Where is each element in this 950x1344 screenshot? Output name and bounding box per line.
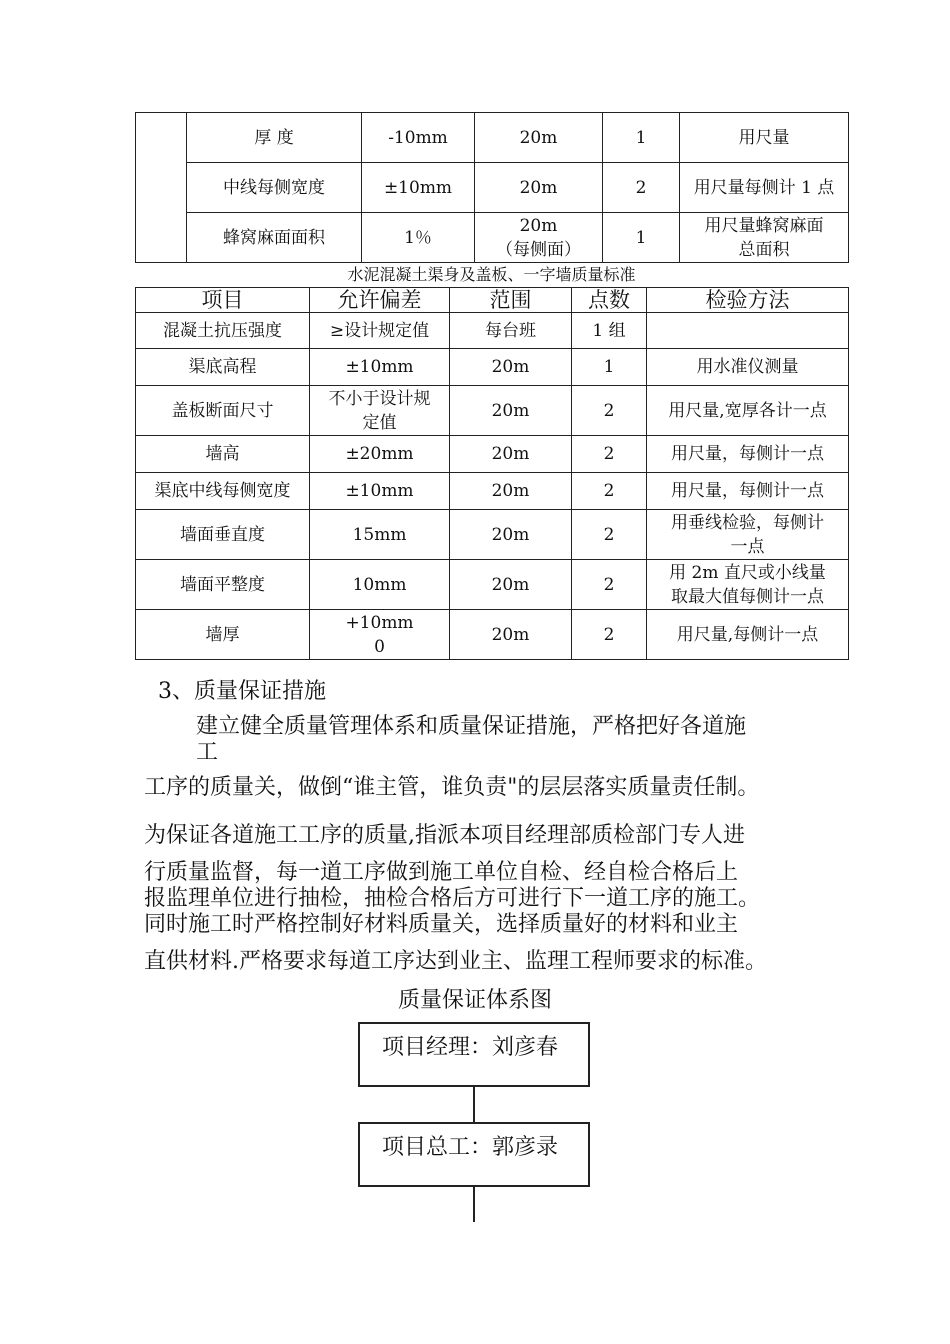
- chief-engineer-box: [358, 1122, 590, 1187]
- table-cell: 墙面垂直度: [136, 510, 310, 560]
- table-cell: 每台班: [450, 313, 572, 349]
- thickness-table: [135, 112, 849, 263]
- table-cell: 10mm: [310, 560, 450, 610]
- connector-line: [473, 1187, 475, 1222]
- table-cell: 1％: [362, 213, 475, 263]
- table-cell: 用尺量每侧计 1 点: [680, 163, 849, 213]
- table-cell: 不小于设计规 定值: [310, 386, 450, 436]
- table-cell: 1: [603, 113, 680, 163]
- table-row: [136, 560, 849, 610]
- paragraph-line: 为保证各道施工工序的质量,指派本项目经理部质检部门专人进: [144, 823, 745, 848]
- table-row: [136, 510, 849, 560]
- table-row: [136, 436, 849, 473]
- merged-category-cell: [136, 113, 187, 263]
- paragraph-line: 工: [196, 740, 219, 765]
- table-cell: 厚 度: [187, 113, 362, 163]
- table-cell: 2: [572, 560, 647, 610]
- table-cell: 用尺量,宽厚各计一点: [647, 386, 849, 436]
- table-cell: 20m: [450, 436, 572, 473]
- table-cell: 用尺量，每侧计一点: [647, 436, 849, 473]
- table-row: [136, 473, 849, 510]
- table-row: [136, 113, 849, 163]
- table-cell: 20m: [450, 610, 572, 660]
- column-header: 点数: [572, 288, 647, 313]
- table-cell: 20m: [450, 473, 572, 510]
- table-cell: 20m: [475, 163, 603, 213]
- project-manager-label: 项目经理：刘彦春: [382, 1035, 559, 1060]
- table-cell: 墙面平整度: [136, 560, 310, 610]
- column-header: 检验方法: [647, 288, 849, 313]
- chief-engineer-label: 项目总工：郭彦录: [382, 1135, 559, 1160]
- paragraph-line: 工序的质量关，做倒“谁主管，谁负责"的层层落实质量责任制。: [144, 775, 760, 800]
- table-cell: ±20mm: [310, 436, 450, 473]
- column-header: 范围: [450, 288, 572, 313]
- table-row: [136, 386, 849, 436]
- quality-standard-table: [135, 287, 849, 660]
- table-cell: 用尺量: [680, 113, 849, 163]
- table-cell: 2: [572, 510, 647, 560]
- table-cell: 用 2m 直尺或小线量 取最大值每侧计一点: [647, 560, 849, 610]
- table-cell: 1 组: [572, 313, 647, 349]
- table-cell: 2: [572, 386, 647, 436]
- table-cell: 1: [572, 349, 647, 386]
- diagram-title: 质量保证体系图: [397, 988, 552, 1013]
- table-cell: 蜂窝麻面面积: [187, 213, 362, 263]
- table-cell: 20m: [450, 560, 572, 610]
- table-cell: ≥设计规定值: [310, 313, 450, 349]
- table-cell: 2: [572, 610, 647, 660]
- column-header: 项目: [136, 288, 310, 313]
- table-cell: [647, 313, 849, 349]
- table-cell: 20m: [450, 510, 572, 560]
- table-cell: 20m: [475, 113, 603, 163]
- table-cell: 1: [603, 213, 680, 263]
- table-cell: 盖板断面尺寸: [136, 386, 310, 436]
- table-header-row: [136, 288, 849, 313]
- table-cell: 2: [572, 473, 647, 510]
- table-cell: 2: [572, 436, 647, 473]
- table-cell: 用水准仪测量: [647, 349, 849, 386]
- paragraph-line: 同时施工时严格控制好材料质量关，选择质量好的材料和业主: [144, 912, 739, 937]
- table-cell: 20m: [450, 349, 572, 386]
- table-row: [136, 349, 849, 386]
- table-cell: 20m （每侧面）: [475, 213, 603, 263]
- table-cell: 用尺量,每侧计一点: [647, 610, 849, 660]
- table-cell: ±10mm: [362, 163, 475, 213]
- table-cell: 20m: [450, 386, 572, 436]
- project-manager-box: [358, 1022, 590, 1087]
- table-cell: 混凝土抗压强度: [136, 313, 310, 349]
- table-cell: 墙高: [136, 436, 310, 473]
- paragraph-line: 报监理单位进行抽检，抽检合格后方可进行下一道工序的施工。: [144, 886, 761, 911]
- table-cell: 中线每侧宽度: [187, 163, 362, 213]
- table-cell: 用垂线检验，每侧计 一点: [647, 510, 849, 560]
- table-row: [136, 163, 849, 213]
- paragraph-line: 建立健全质量管理体系和质量保证措施，严格把好各道施: [196, 714, 747, 739]
- connector-line: [473, 1087, 475, 1122]
- paragraph-line: 直供材料.严格要求每道工序达到业主、监理工程师要求的标准。: [144, 949, 767, 974]
- table-cell: -10mm: [362, 113, 475, 163]
- table-cell: 用尺量，每侧计一点: [647, 473, 849, 510]
- table-cell: 渠底高程: [136, 349, 310, 386]
- column-header: 允许偏差: [310, 288, 450, 313]
- table-row: [136, 610, 849, 660]
- table-cell: +10mm 0: [310, 610, 450, 660]
- table-cell: 15mm: [310, 510, 450, 560]
- table-caption: 水泥混凝土渠身及盖板、一字墙质量标准: [347, 265, 636, 284]
- table-cell: 用尺量蜂窝麻面 总面积: [680, 213, 849, 263]
- table-cell: 2: [603, 163, 680, 213]
- table-cell: ±10mm: [310, 473, 450, 510]
- paragraph-line: 行质量监督，每一道工序做到施工单位自检、经自检合格后上: [144, 860, 739, 885]
- table-row: [136, 213, 849, 263]
- table-cell: ±10mm: [310, 349, 450, 386]
- table-cell: 墙厚: [136, 610, 310, 660]
- table-row: [136, 313, 849, 349]
- section-heading: 3、质量保证措施: [158, 679, 326, 704]
- table-cell: 渠底中线每侧宽度: [136, 473, 310, 510]
